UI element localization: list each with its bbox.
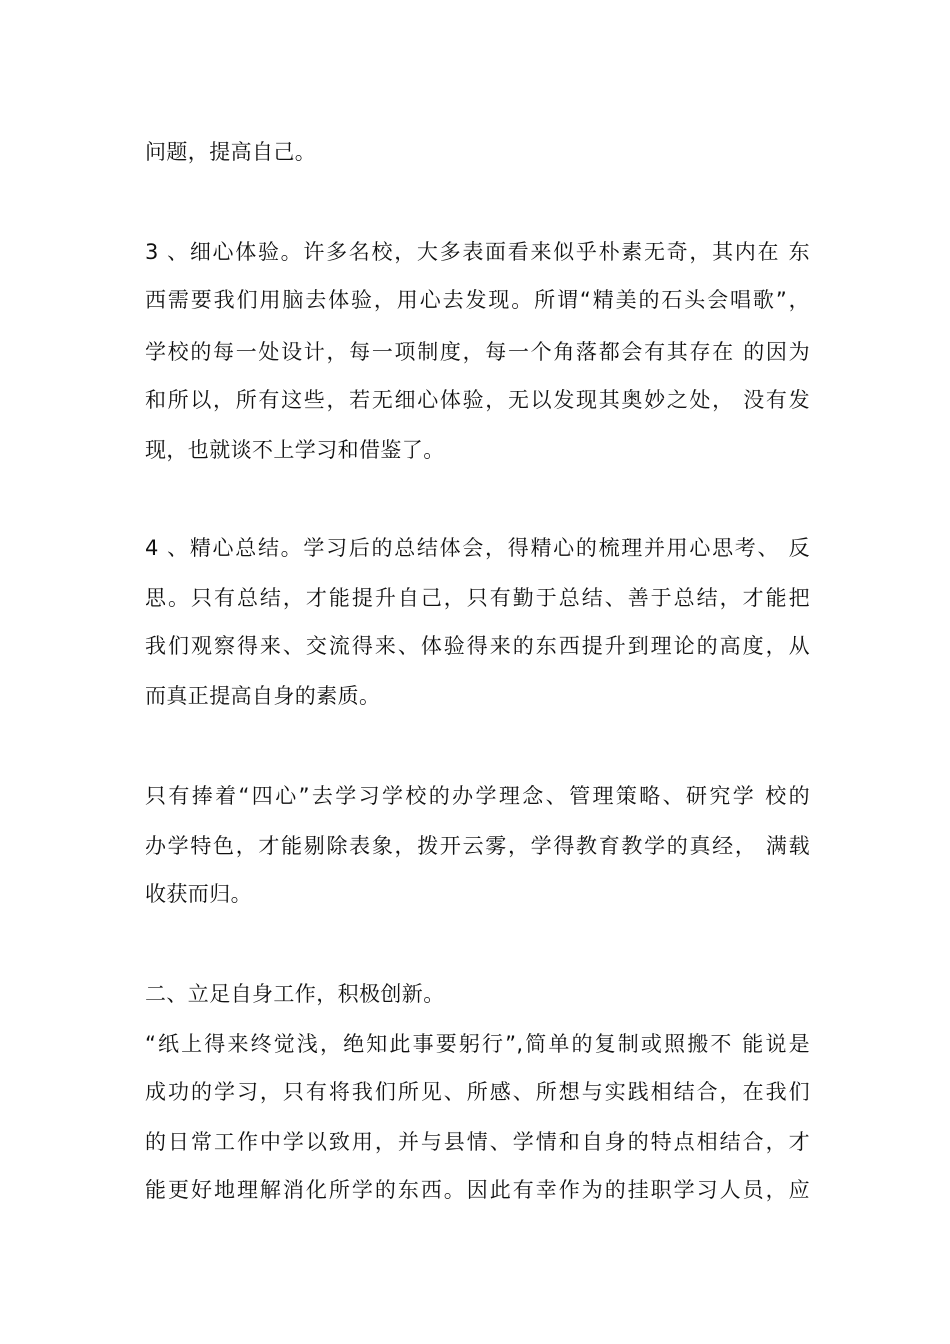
text-line: 和所以，所有这些，若无细心体验，无以发现其奥妙之处， 没有发 xyxy=(145,388,810,412)
text-line: “纸上得来终觉浅，绝知此事要躬行”,简单的复制或照搬不 能说是 xyxy=(145,1032,810,1056)
text-line: 的日常工作中学以致用，并与县情、学情和自身的特点相结合，才 xyxy=(145,1130,810,1154)
text-line: 只有捧着“四心”去学习学校的办学理念、管理策略、研究学 校的 xyxy=(145,784,810,808)
text-line: 4 、精心总结。学习后的总结体会，得精心的梳理并用心思考、 反 xyxy=(145,536,810,560)
text-line: 西需要我们用脑去体验，用心去发现。所谓“精美的石头会唱歌”， xyxy=(145,288,810,312)
text-line: 能更好地理解消化所学的东西。因此有幸作为的挂职学习人员，应 xyxy=(145,1178,810,1202)
text-line: 现，也就谈不上学习和借鉴了。 xyxy=(145,438,445,462)
text-line: 问题，提高自己。 xyxy=(145,140,317,164)
section-heading: 二、立足自身工作，积极创新。 xyxy=(145,982,445,1006)
text-line: 3 、细心体验。许多名校，大多表面看来似乎朴素无奇，其内在 东 xyxy=(145,240,810,264)
text-line: 成功的学习，只有将我们所见、所感、所想与实践相结合，在我们 xyxy=(145,1080,810,1104)
text-line: 收获而归。 xyxy=(145,882,252,906)
text-line: 而真正提高自身的素质。 xyxy=(145,684,381,708)
text-line: 我们观察得来、交流得来、体验得来的东西提升到理论的高度，从 xyxy=(145,634,810,658)
text-line: 思。只有总结，才能提升自己，只有勤于总结、善于总结，才能把 xyxy=(145,586,810,610)
text-line: 学校的每一处设计，每一项制度，每一个角落都会有其存在 的因为 xyxy=(145,340,810,364)
text-line: 办学特色，才能剔除表象，拨开云雾，学得教育教学的真经， 满载 xyxy=(145,834,810,858)
